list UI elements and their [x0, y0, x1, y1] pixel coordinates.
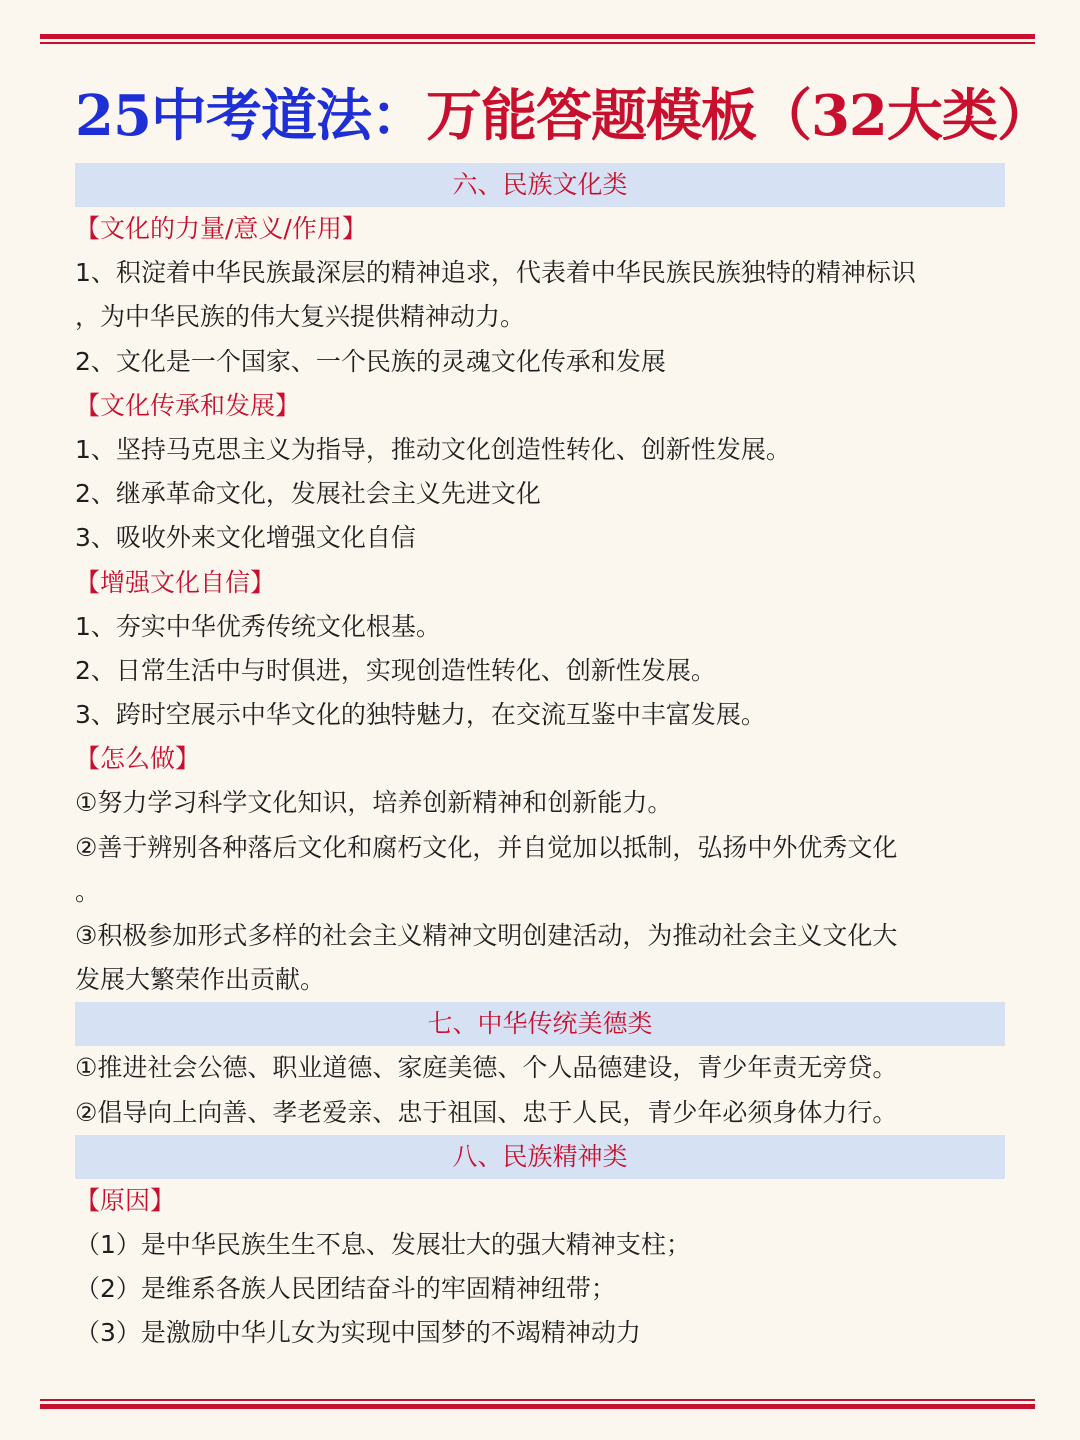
text-line: （3）是激励中华儿女为实现中国梦的不竭精神动力 [75, 1318, 641, 1348]
text-line: ，为中华民族的伟大复兴提供精神动力。 [75, 302, 526, 332]
text-line: 3、跨时空展示中华文化的独特魅力，在交流互鉴中丰富发展。 [75, 700, 766, 730]
title-main: 万能答题模板（32大类） [425, 83, 1052, 149]
section-heading: 七、中华传统美德类 [75, 1002, 1005, 1046]
text-line: 3、吸收外来文化增强文化自信 [75, 523, 416, 553]
subheading: 【文化的力量/意义/作用】 [75, 214, 367, 243]
text-line: 。 [75, 876, 101, 906]
bottom-divider [40, 1399, 1035, 1409]
section-culture [75, 163, 1005, 1002]
text-line: 2、继承革命文化，发展社会主义先进文化 [75, 479, 541, 509]
text-line: 1、坚持马克思主义为指导，推动文化创造性转化、创新性发展。 [75, 434, 791, 464]
subheading: 【文化传承和发展】 [75, 390, 301, 420]
section-heading: 八、民族精神类 [75, 1135, 1005, 1179]
top-divider [40, 34, 1035, 44]
section-heading: 六、民族文化类 [75, 163, 1005, 207]
text-line: 1、积淀着中华民族最深层的精神追求，代表着中华民族民族独特的精神标识 [75, 258, 916, 288]
subheading: 【原因】 [75, 1185, 176, 1215]
subheading: 【怎么做】 [75, 744, 201, 774]
text-line: 2、文化是一个国家、一个民族的灵魂文化传承和发展 [75, 346, 666, 376]
title-prefix: 25中考道法： [75, 83, 426, 149]
page-title [75, 78, 1052, 154]
document-body [75, 163, 1005, 1356]
subheading: 【增强文化自信】 [75, 567, 276, 597]
text-line: ①推进社会公德、职业道德、家庭美德、个人品德建设，青少年责无旁贷。 [75, 1053, 898, 1083]
text-line: ③积极参加形式多样的社会主义精神文明创建活动，为推动社会主义文化大 [75, 921, 898, 950]
text-line: ②倡导向上向善、孝老爱亲、忠于祖国、忠于人民，青少年必须身体力行。 [75, 1097, 898, 1127]
text-line: （1）是中华民族生生不息、发展壮大的强大精神支柱； [75, 1229, 691, 1259]
text-line: （2）是维系各族人民团结奋斗的牢固精神纽带； [75, 1274, 616, 1304]
section-virtue [75, 1002, 1005, 1134]
section-spirit [75, 1135, 1005, 1356]
text-line: 发展大繁荣作出贡献。 [75, 965, 326, 995]
text-line: 2、日常生活中与时俱进，实现创造性转化、创新性发展。 [75, 655, 716, 685]
text-line: ①努力学习科学文化知识，培养创新精神和创新能力。 [75, 788, 673, 818]
text-line: 1、夯实中华优秀传统文化根基。 [75, 611, 441, 641]
text-line: ②善于辨别各种落后文化和腐朽文化，并自觉加以抵制，弘扬中外优秀文化 [75, 832, 898, 862]
